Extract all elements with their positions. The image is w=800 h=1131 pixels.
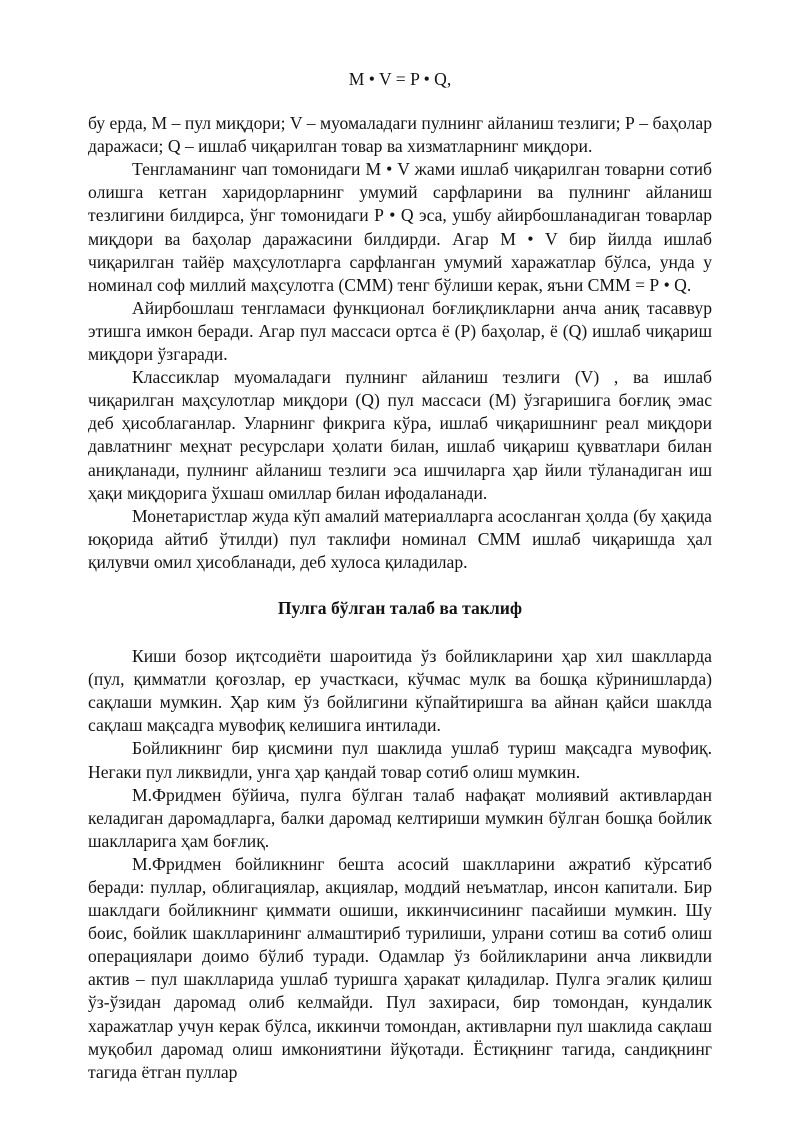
paragraph: Бойликнинг бир қисмини пул шаклида ушлаб туриш мақсадга мувофиқ. Негаки пул ликвидли, унга ҳар қандай товар сотиб олиш мумкин.: [88, 738, 712, 782]
paragraph: Тенгламанинг чап томонидаги М • V жами ишлаб чиқарилган товарни сотиб олишга кетган харидорларнинг умумий сарфларини ва пулнинг айланиш тезлигини билдирса, ўнг томонидаги Р • Q эса, ушбу айирбошланадиган товарлар миқдори ва баҳолар даражасини билдирди. Агар М • V бир йилда ишлаб чиқарилган тайёр маҳсулотларга сарфланган умумий харажатлар бўлса, унда у номинал соф миллий маҳсулотга (СММ) тенг бўлиши керак, яъни СММ = Р • Q.: [88, 159, 712, 295]
paragraph: Классиклар муомаладаги пулнинг айланиш тезлиги (V) , ва ишлаб чиқарилган маҳсулотлар миқдори (Q) пул массаси (М) ўзгаришига боғлиқ эмас деб ҳисоблаганлар. Уларнинг фикрига кўра, ишлаб чиқаришнинг реал миқдори давлатнинг меҳнат ресурслари ҳолати билан, ишлаб чиқариш қувватлари билан аниқланади, пулнинг айланиш тезлиги эса ишчиларга ҳар йили тўланадиган иш ҳақи миқдорига ўхшаш омиллар билан ифодаланади.: [88, 367, 712, 503]
document-page: [88, 68, 712, 1084]
paragraph: М.Фридмен бўйича, пулга бўлган талаб нафақат молиявий активлардан келадиган даромадларга, балки даромад келтириши мумкин бўлган бошқа бойлик шаклларига ҳам боғлиқ.: [88, 784, 712, 851]
section-after-heading: [88, 645, 712, 1084]
paragraph: Киши бозор иқтсодиёти шароитида ўз бойликларини ҳар хил шаклларда (пул, қимматли қоғозлар, ер участкаси, кўчмас мулк ва бошқа кўринишларда) сақлаши мумкин. Ҳар ким ўз бойлигини кўпайтиришга ва айнан қайси шаклда сақлаш мақсадга мувофиқ келишига интилади.: [88, 646, 712, 736]
section-heading: Пулга бўлган талаб ва таклиф: [277, 597, 523, 618]
paragraph: М.Фридмен бойликнинг бешта асосий шаклларини ажратиб кўрсатиб беради: пуллар, облигациялар, акциялар, моддий неъматлар, инсон капитали. Бир шаклдаги бойликнинг қиммати ошиши, иккинчисининг пасайиши мумкин. Шу боис, бойлик шаклларининг алмаштириб турилиши, улрани сотиш ва сотиб олиш операциялари доимо бўлиб туради. Одамлар ўз бойликларини анча ликвидли актив – пул шаклларида ушлаб туришга ҳаракат қиладилар. Пулга эгалик қилиш ўз-ўзидан даромад олиб келмайди. Пул захираси, бир томондан, кундалик харажатлар учун керак бўлса, иккинчи томондан, активларни пул шаклида сақлаш муқобил даромад олиш имкониятини йўқотади. Ёстиқнинг тагида, сандиқнинг тагида ётган пуллар: [88, 853, 712, 1082]
paragraph: бу ерда, М – пул миқдори; V – муомаладаги пулнинг айланиш тезлиги; Р – баҳолар даражаси; Q – ишлаб чиқарилган товар ва хизматларнинг миқдори.: [88, 113, 712, 157]
equation-of-exchange: M • V = P • Q,: [348, 69, 452, 89]
paragraph: Монетаристлар жуда кўп амалий материалларга асосланган ҳолда (бу ҳақида юқорида айтиб ўтилди) пул таклифи номинал СММ ишлаб чиқаришда ҳал қилувчи омил ҳисобланади, деб хулоса қиладилар.: [88, 505, 712, 572]
paragraph: Айирбошлаш тенгламаси функционал боғлиқликларни анча аниқ тасаввур этишга имкон беради. Агар пул массаси ортса ё (Р) баҳолар, ё (Q) ишлаб чиқариш миқдори ўзгаради.: [88, 297, 712, 365]
section-before-heading: [88, 112, 712, 574]
